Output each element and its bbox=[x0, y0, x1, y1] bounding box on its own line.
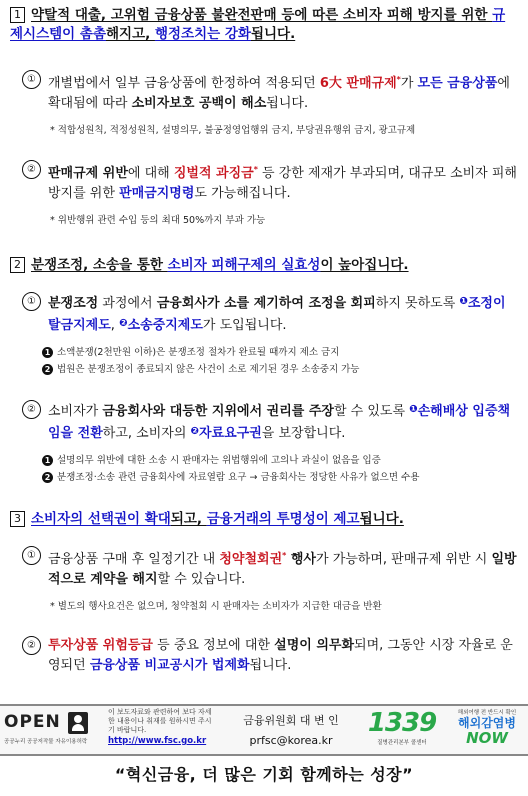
marker: ❷ bbox=[119, 318, 128, 329]
heading-highlight: 규제시스템이 촘촘 bbox=[10, 7, 506, 42]
section-1-item-2 bbox=[10, 160, 518, 204]
section-2-item-2 bbox=[10, 400, 518, 444]
section-number: 3 bbox=[10, 511, 25, 527]
item-highlight: 일방적으로 계약을 해지 bbox=[48, 552, 517, 587]
heading-part: 되고, bbox=[170, 511, 207, 527]
marker: ❶ bbox=[459, 296, 468, 307]
fsc-url-link[interactable]: http://www.fsc.go.kr bbox=[108, 736, 207, 746]
tagline: “혁신금융, 더 많은 기회 함께하는 성장” bbox=[114, 765, 414, 784]
section-2-heading bbox=[10, 256, 518, 275]
section-number: 1 bbox=[10, 7, 25, 23]
heading-part: 분쟁조정, 소송을 통한 bbox=[31, 257, 168, 273]
section-number: 2 bbox=[10, 257, 25, 273]
item-text: 하고, 소비자의 bbox=[102, 426, 191, 441]
item-text: 할 수 있도록 bbox=[333, 404, 410, 419]
item-text: 됩니다. bbox=[266, 96, 309, 111]
item-highlight: 분쟁조정 bbox=[48, 296, 99, 311]
travel-now: NOW bbox=[466, 729, 508, 747]
section-2-item-1 bbox=[10, 292, 518, 336]
travel-disease-logo bbox=[450, 708, 524, 746]
item-text: 을 보장합니다. bbox=[261, 426, 346, 441]
marker: ❷ bbox=[190, 426, 199, 437]
item-highlight: 금융상품 비교공시가 법제화 bbox=[89, 658, 250, 673]
item-highlight: 청약철회권 bbox=[219, 552, 283, 567]
footnote-mark: * bbox=[253, 165, 258, 174]
heading-part: 됩니다. bbox=[359, 511, 404, 527]
spokesperson-info bbox=[226, 712, 356, 747]
notice-text: 이 보도자료와 관련하여 보다 자세한 내용이나 취재를 원하시면 주시기 바랍니다. bbox=[108, 708, 212, 734]
note-text: 설명의무 위반에 대한 소송 시 판매자는 위법행위에 고의나 과실이 없음을 입증 bbox=[57, 455, 381, 466]
item-text: 등 강한 제재가 부과되며, 대규모 소비자 피해 방지를 위한 bbox=[48, 166, 517, 201]
item-text: 가 도입됩니다. bbox=[202, 318, 287, 333]
note-text: 분쟁조정·소송 관련 금융회사에 자료열람 요구 → 금융회사는 정당한 사유가 없으면 수용 bbox=[57, 472, 420, 483]
footnote bbox=[42, 454, 512, 485]
item-highlight: 금융회사와 대등한 지위에서 권리를 주장 bbox=[102, 404, 334, 419]
open-logo-caption: 공공누리 공공저작물 자유이용허락 bbox=[4, 739, 88, 745]
item-highlight: 판매금지명령 bbox=[119, 186, 195, 201]
travel-title: 해외감염병 bbox=[458, 716, 516, 730]
item-highlight: 금융회사가 소를 제기하여 조정을 회피 bbox=[156, 296, 376, 311]
item-highlight: 손해배상 입증책임을 전환 bbox=[48, 404, 511, 441]
item-highlight: 조정이탈금지제도 bbox=[48, 296, 506, 333]
person-icon bbox=[68, 712, 88, 734]
open-license-logo bbox=[4, 710, 94, 750]
heading-highlight: 금융거래의 투명성이 제고 bbox=[206, 511, 360, 527]
item-text: 도 가능해집니다. bbox=[194, 186, 291, 201]
item-text: 할 수 있습니다. bbox=[157, 572, 246, 587]
item-number: ① bbox=[22, 70, 41, 89]
item-highlight: 투자상품 위험등급 bbox=[48, 638, 153, 653]
note-text: 법원은 분쟁조정이 종료되지 않은 사건이 소로 제기된 경우 소송중지 가능 bbox=[57, 364, 360, 375]
item-text: 에 확대됨에 따라 bbox=[48, 76, 510, 111]
item-text: 과정에서 bbox=[98, 296, 157, 311]
heading-part: 약탈적 대출, 고위험 금융상품 불완전판매 등에 따른 소비자 피해 방지를 위한 bbox=[31, 7, 493, 23]
hotline-logo bbox=[366, 708, 438, 746]
press-notice bbox=[108, 708, 218, 746]
note-text: 소액분쟁(2천만원 이하)은 분쟁조정 절차가 완료될 때까지 제소 금지 bbox=[57, 347, 340, 358]
item-text: 되며, 그동안 시장 자율로 운영되던 bbox=[48, 638, 513, 673]
section-3-heading bbox=[10, 510, 518, 529]
item-highlight: 설명이 의무화 bbox=[274, 638, 355, 653]
item-highlight: 징벌적 과징금 bbox=[173, 166, 254, 181]
heading-highlight: 소비자의 선택권이 확대 bbox=[31, 511, 171, 527]
section-1-heading bbox=[10, 6, 518, 44]
item-number: ① bbox=[22, 546, 41, 565]
item-highlight: 소비자보호 공백이 해소 bbox=[131, 96, 267, 111]
hotline-caption: 질병관리본부 콜센터 bbox=[377, 740, 427, 746]
footnote: * 별도의 행사요건은 없으며, 청약철회 시 판매자는 소비자가 지급한 대금을 반환 bbox=[50, 601, 382, 612]
item-text: 금융상품 구매 후 일정기간 내 bbox=[48, 552, 220, 567]
heading-highlight: 행정조치는 강화 bbox=[154, 26, 251, 42]
open-logo-text: OPEN bbox=[4, 712, 61, 732]
item-text: , bbox=[110, 318, 120, 333]
footnote bbox=[42, 346, 512, 377]
section-3-item-1 bbox=[10, 546, 518, 590]
travel-caption: 해외여행 전 반드시 확인 bbox=[457, 710, 517, 716]
item-text: 소비자가 bbox=[48, 404, 103, 419]
footnote-mark: * bbox=[282, 551, 287, 560]
item-highlight: 모든 금융상품 bbox=[417, 76, 498, 91]
section-3-item-2 bbox=[10, 636, 518, 676]
marker: ❶ bbox=[409, 404, 418, 415]
item-text: 등 중요 정보에 대한 bbox=[153, 638, 275, 653]
heading-part: 해지고, bbox=[106, 26, 155, 42]
item-highlight: 6大 판매규제 bbox=[319, 76, 397, 91]
hotline-number: 1339 bbox=[367, 708, 437, 738]
footer-bar bbox=[0, 704, 528, 756]
item-text: 하지 못하도록 bbox=[375, 296, 460, 311]
item-number: ② bbox=[22, 160, 41, 179]
note-marker: 1 bbox=[42, 455, 53, 466]
item-number: ② bbox=[22, 636, 41, 655]
section-1-item-1 bbox=[10, 70, 518, 114]
item-text: 가 가능하며, 판매규제 위반 시 bbox=[316, 552, 492, 567]
item-number: ② bbox=[22, 400, 41, 419]
note-marker: 1 bbox=[42, 347, 53, 358]
note-marker: 2 bbox=[42, 472, 53, 483]
footnote: * 위반행위 관련 수입 등의 최대 50%까지 부과 가능 bbox=[50, 215, 266, 226]
note-marker: 2 bbox=[42, 364, 53, 375]
item-highlight: 소송중지제도 bbox=[127, 318, 203, 333]
heading-highlight: 소비자 피해구제의 실효성 bbox=[167, 257, 321, 273]
footnote: * 적합성원칙, 적정성원칙, 설명의무, 불공정영업행위 금지, 부당권유행위 금지, 광고규제 bbox=[50, 125, 416, 136]
item-number: ① bbox=[22, 292, 41, 311]
item-text: 됩니다. bbox=[249, 658, 292, 673]
footnote-mark: * bbox=[396, 75, 401, 84]
item-highlight: 판매규제 위반 bbox=[48, 166, 128, 181]
item-highlight: 행사 bbox=[286, 552, 316, 567]
item-highlight: 자료요구권 bbox=[198, 426, 262, 441]
heading-part: 이 높아집니다. bbox=[320, 257, 409, 273]
item-text: 가 bbox=[400, 76, 418, 91]
spokesperson-label: 금융위원회 대 변 인 bbox=[243, 714, 339, 727]
heading-part: 됩니다. bbox=[250, 26, 296, 42]
item-text: 에 대해 bbox=[127, 166, 174, 181]
item-text: 개별법에서 일부 금융상품에 한정하여 적용되던 bbox=[48, 76, 320, 91]
spokesperson-email[interactable]: prfsc@korea.kr bbox=[249, 734, 333, 747]
